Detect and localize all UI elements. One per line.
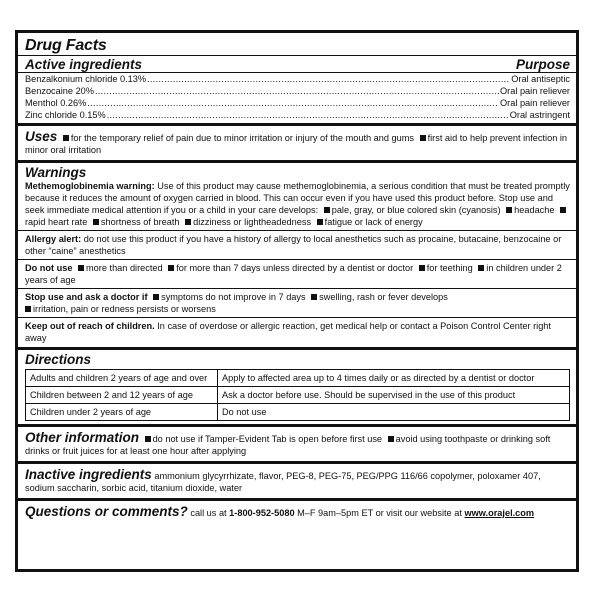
meth-text: Use of this product may cause methemoglobinemia, a serious condition that must be treated promptly because it reduces the amount of oxygen carried in blood. This can occur even if you have used this product before. Stop use and seek immediate medical attention if you or a child in your care develops:: [25, 181, 570, 215]
meth-item: headache: [514, 205, 555, 215]
meth-item: rapid heart rate: [25, 217, 88, 227]
do-not-use-item: for more than 7 days unless directed by a dentist or doctor: [176, 263, 414, 273]
questions-pre: call us at: [190, 508, 227, 518]
directions-who: Children between 2 and 12 years of age: [26, 387, 218, 404]
active-ingredients-heading: Active ingredients: [25, 57, 143, 72]
uses-section: [25, 126, 570, 160]
allergy-label: Allergy alert:: [25, 234, 82, 244]
drug-facts-panel: [15, 30, 579, 572]
inactive-ingredients-text: ammonium glycyrrhizate, flavor, PEG-8, PEG-75, PEG/PPG 116/66 copolymer, poloxamer 407, sodium saccharin, sorbic acid, titanium dioxide, water: [25, 471, 541, 493]
do-not-use-item: in children under 2 years of age: [25, 263, 562, 285]
bullet-icon: [25, 306, 31, 312]
other-information-heading: Other information: [25, 430, 139, 445]
keep-text: In case of overdose or allergic reaction, get medical help or contact a Poison Control Center right away: [25, 321, 551, 343]
inactive-ingredients-section: [25, 464, 570, 498]
bullet-icon: [145, 436, 151, 442]
ingredient-row: [25, 109, 570, 123]
do-not-use-label: Do not use: [25, 263, 73, 273]
website-link[interactable]: www.orajel.com: [464, 508, 535, 518]
questions-section: [25, 501, 570, 522]
active-ingredients-section: [25, 56, 570, 123]
directions-what: Apply to affected area up to 4 times daily or as directed by a dentist or doctor: [218, 370, 570, 387]
ingredient-name: Menthol 0.26%: [25, 98, 87, 108]
table-row: [26, 387, 570, 404]
stop-use: [25, 289, 570, 317]
directions-table: [25, 369, 570, 421]
other-item: do not use if Tamper-Evident Tab is open before first use: [152, 434, 383, 444]
bullet-icon: [185, 219, 191, 225]
ingredient-purpose: Oral astringent: [509, 110, 570, 120]
meth-item: dizziness or lightheadedness: [193, 217, 312, 227]
meth-label: Methemoglobinemia warning:: [25, 181, 155, 191]
bullet-icon: [311, 294, 317, 300]
ingredient-name: Zinc chloride 0.15%: [25, 110, 106, 120]
bullet-icon: [153, 294, 159, 300]
bullet-icon: [419, 265, 425, 271]
uses-item: for the temporary relief of pain due to minor irritation or injury of the mouth and gums: [70, 133, 415, 143]
ingredient-name: Benzalkonium chloride 0.13%: [25, 74, 147, 84]
questions-heading: Questions or comments?: [25, 504, 188, 519]
purpose-heading: Purpose: [515, 57, 570, 72]
bullet-icon: [324, 207, 330, 213]
other-information-section: [25, 427, 570, 461]
directions-section: [25, 350, 570, 421]
bullet-icon: [78, 265, 84, 271]
bullet-icon: [168, 265, 174, 271]
directions-who: Children under 2 years of age: [26, 404, 218, 421]
ingredient-row: [25, 97, 570, 109]
uses-item: first aid to help prevent infection in minor oral irritation: [25, 133, 568, 155]
ingredient-name: Benzocaine 20%: [25, 86, 94, 96]
table-row: [26, 370, 570, 387]
warnings-heading: Warnings: [25, 165, 87, 180]
do-not-use: [25, 260, 570, 288]
uses-heading: Uses: [25, 129, 58, 144]
other-item: avoid using toothpaste or drinking soft drinks or fruit juices for at least one hour after applying: [25, 434, 551, 456]
allergy-alert: [25, 231, 570, 259]
bullet-icon: [63, 135, 69, 141]
methemoglobinemia-warning: [25, 180, 570, 230]
allergy-text: do not use this product if you have a history of allergy to local anesthetics such as procaine, butacaine, benzocaine or other “caine” anesthetics: [25, 234, 562, 256]
ingredient-row: [25, 73, 570, 85]
stop-use-label: Stop use and ask a doctor if: [25, 292, 148, 302]
bullet-icon: [506, 207, 512, 213]
bullet-icon: [388, 436, 394, 442]
do-not-use-item: for teething: [426, 263, 473, 273]
bullet-icon: [93, 219, 99, 225]
ingredient-purpose: Oral pain reliever: [500, 98, 570, 108]
bullet-icon: [478, 265, 484, 271]
questions-mid: M–F 9am–5pm ET or visit our website at: [297, 508, 462, 518]
ingredient-row: [25, 85, 570, 97]
stop-use-item: irritation, pain or redness persists or worsens: [33, 304, 216, 314]
keep-out-of-reach: [25, 318, 570, 347]
ingredient-purpose: Oral antiseptic: [511, 74, 570, 84]
table-row: [26, 404, 570, 421]
bullet-icon: [560, 207, 566, 213]
meth-item: pale, gray, or blue colored skin (cyanosis): [331, 205, 501, 215]
keep-label: Keep out of reach of children.: [25, 321, 155, 331]
directions-what: Do not use: [218, 404, 570, 421]
directions-what: Ask a doctor before use. Should be supervised in the use of this product: [218, 387, 570, 404]
ingredient-purpose: Oral pain reliever: [500, 86, 570, 96]
bullet-icon: [317, 219, 323, 225]
directions-who: Adults and children 2 years of age and over: [26, 370, 218, 387]
warnings-section: [25, 163, 570, 347]
directions-heading: Directions: [25, 352, 92, 367]
do-not-use-item: more than directed: [86, 263, 163, 273]
meth-item: fatigue or lack of energy: [324, 217, 423, 227]
stop-use-item: symptoms do not improve in 7 days: [161, 292, 306, 302]
bullet-icon: [420, 135, 426, 141]
inactive-ingredients-heading: Inactive ingredients: [25, 467, 152, 482]
drug-facts-title: Drug Facts: [25, 37, 107, 54]
stop-use-item: swelling, rash or fever develops: [319, 292, 448, 302]
meth-item: shortness of breath: [100, 217, 180, 227]
phone-number[interactable]: 1-800-952-5080: [229, 508, 295, 518]
